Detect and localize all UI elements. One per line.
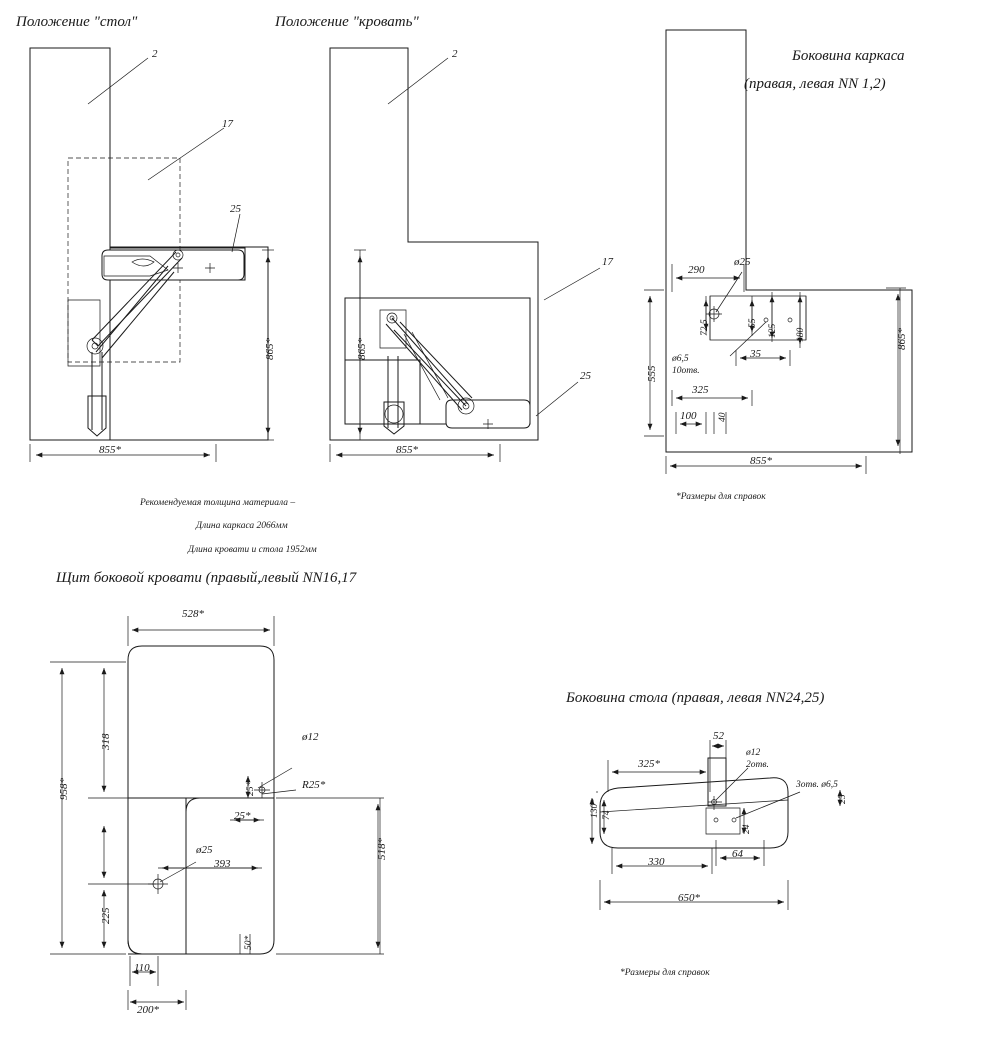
note-ref-1: *Размеры для справок [676, 492, 766, 502]
dim-865-frame: 865* [896, 328, 908, 350]
dim-height-table: 865* [264, 338, 276, 360]
dim-330: 330 [648, 856, 665, 868]
dim-125: 125 [768, 323, 778, 338]
dim-12-bed: ø12 [302, 731, 319, 743]
dim-50: 50* [244, 935, 254, 950]
dim-518: 518* [376, 838, 388, 860]
title-view-bed: Положение "кровать" [275, 14, 419, 30]
dim-width-table: 855* [99, 444, 121, 456]
title-view-table: Положение "стол" [16, 14, 138, 30]
dim-325-frame: 325 [692, 384, 709, 396]
dim-12-table: ø12 [746, 748, 761, 758]
dim-25b: 25* [234, 810, 251, 822]
dim-74: 74 [602, 810, 612, 820]
callout-2-table: 2 [152, 48, 158, 60]
table-side-geometry [592, 740, 840, 910]
dim-35: 35 [750, 348, 761, 360]
dim-r25: R25* [302, 779, 326, 791]
callout-25-table: 25 [230, 203, 241, 215]
dim-height-bed: 865* [356, 338, 368, 360]
bed-side-geometry [50, 616, 384, 1010]
callout-25-bed: 25 [580, 370, 591, 382]
dim-52: 52 [713, 730, 724, 742]
dim-40: 40 [718, 412, 728, 422]
dim-10-holes: 10отв. [672, 366, 700, 376]
dim-2-holes: 2отв. [746, 760, 769, 770]
dim-325-table: 325* [638, 758, 660, 770]
dim-555: 555 [646, 365, 658, 382]
title-table-side: Боковина стола (правая, левая NN24,25) [566, 690, 825, 706]
view-table-geometry [30, 48, 274, 462]
title-bed-side-panel: Щит боковой кровати (правый,левый NN16,17 [56, 570, 357, 586]
dim-64: 64 [732, 848, 743, 860]
callout-17-bed: 17 [602, 256, 613, 268]
dim-100: 100 [680, 410, 697, 422]
dim-318: 318 [100, 733, 112, 750]
dim-72-5: 72,5 [700, 319, 710, 336]
dim-855-frame: 855* [750, 455, 772, 467]
dim-180: 180 [796, 327, 806, 342]
dim-width-bed: 855* [396, 444, 418, 456]
dim-3-holes: 3отв. ø6,5 [796, 780, 838, 790]
dim-110: 110 [134, 962, 150, 974]
title-frame-side-line2: (правая, левая NN 1,2) [744, 76, 886, 92]
title-frame-side-line1: Боковина каркаса [792, 48, 905, 64]
dim-6-5: ø6,5 [672, 354, 689, 364]
dim-225: 225 [100, 907, 112, 924]
dim-958: 958* [58, 778, 70, 800]
note-bed-table-length: Длина кровати и стола 1952мм [188, 545, 317, 555]
callout-2-bed: 2 [452, 48, 458, 60]
callout-17-table: 17 [222, 118, 233, 130]
dim-24: 24 [742, 824, 752, 834]
note-material: Рекомендуемая толщина материала – [140, 498, 296, 508]
dim-130: 130* [590, 799, 600, 818]
dim-25c: ø25 [196, 844, 213, 856]
note-frame-length: Длина каркаса 2066мм [196, 521, 288, 531]
dim-d25: ø25 [734, 256, 751, 268]
dim-200: 200* [137, 1004, 159, 1016]
dim-528: 528* [182, 608, 204, 620]
dim-650: 650* [678, 892, 700, 904]
dim-290: 290 [688, 264, 705, 276]
view-bed-geometry [330, 48, 600, 462]
dim-25a: 25* [246, 781, 256, 796]
dim-55: 55 [748, 318, 758, 328]
frame-side-geometry [644, 30, 912, 474]
dim-25-table: 25 [838, 794, 848, 804]
dim-393: 393 [214, 858, 231, 870]
note-ref-2: *Размеры для справок [620, 968, 710, 978]
